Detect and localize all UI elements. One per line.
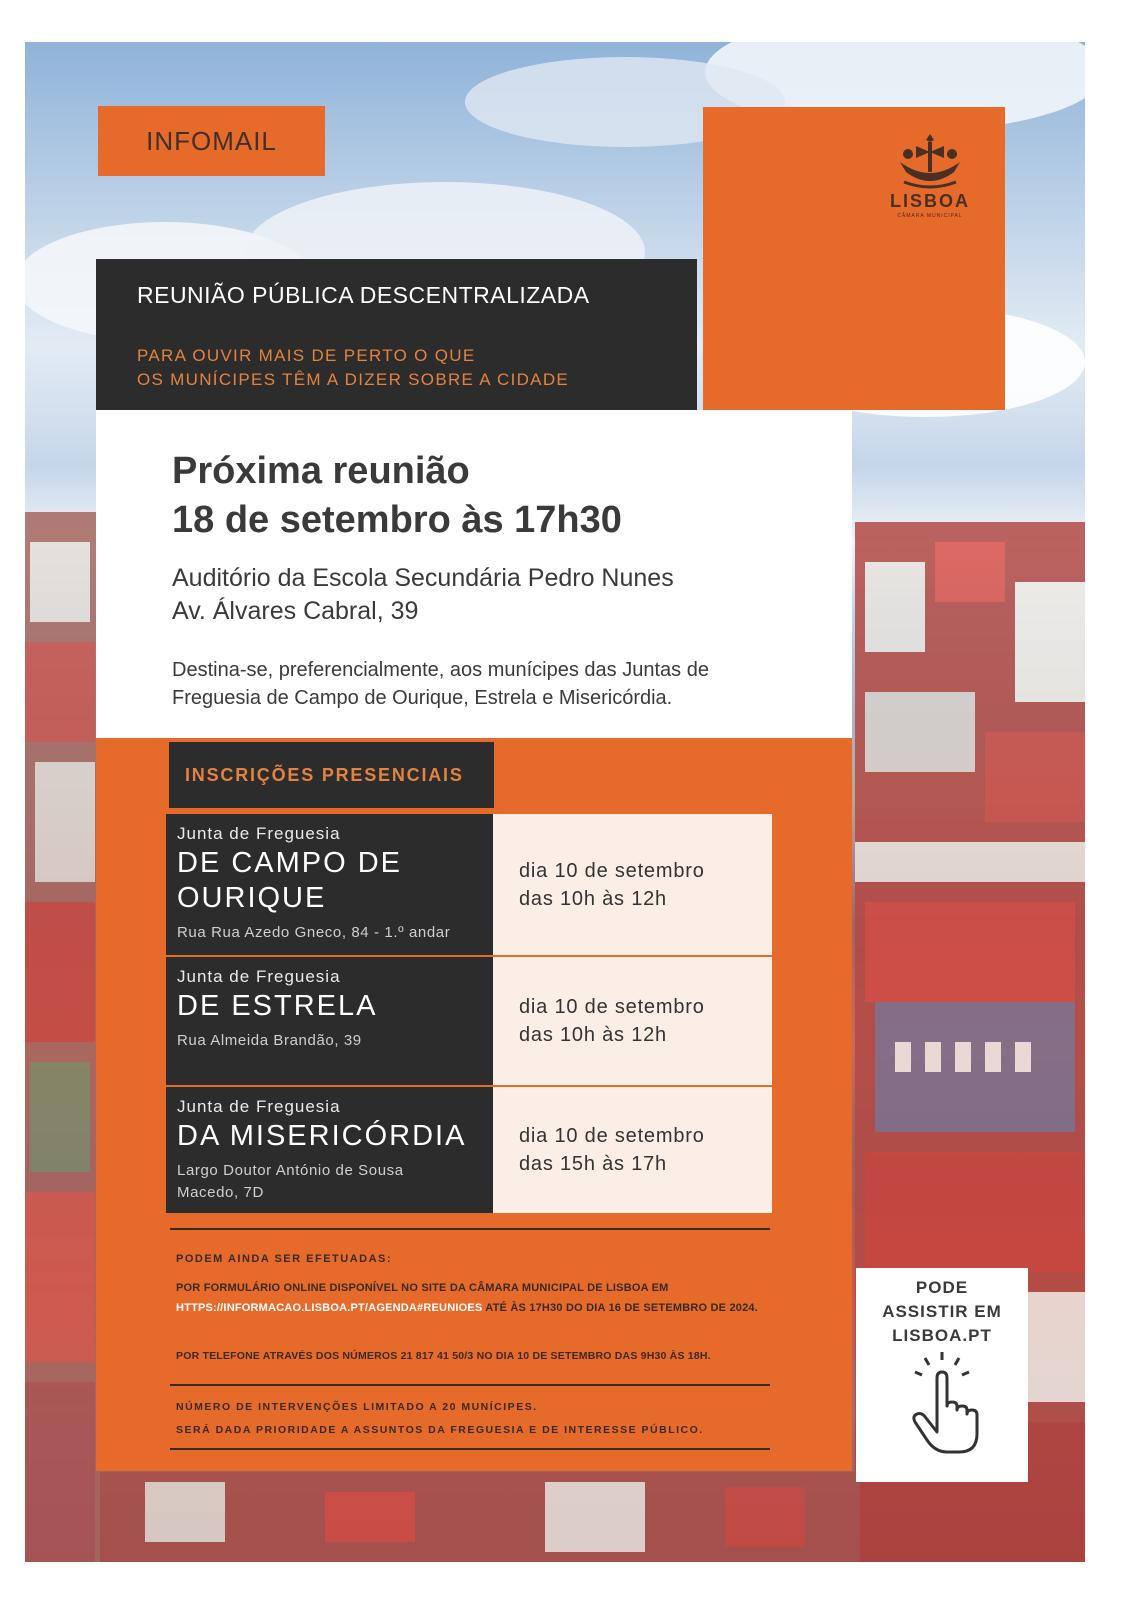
registrations-title: INSCRIÇÕES PRESENCIAIS xyxy=(169,742,494,808)
divider xyxy=(170,1228,770,1230)
logo-name: LISBOA xyxy=(889,191,970,211)
description-line: Destina-se, preferencialmente, aos munícipes das Juntas de xyxy=(172,659,709,681)
lisboa-logo xyxy=(880,132,980,232)
registration-schedule xyxy=(493,1087,772,1215)
registration-time: das 10h às 12h xyxy=(519,887,667,910)
registration-row xyxy=(166,814,772,957)
watch-line: ASSISTIR EM xyxy=(882,1302,1002,1321)
registration-row xyxy=(166,1087,772,1215)
registration-schedule xyxy=(493,957,772,1087)
parish-info xyxy=(166,1087,493,1215)
parish-address: Rua Rua Azedo Gneco, 84 - 1.º andar xyxy=(177,924,451,941)
watch-line: LISBOA.PT xyxy=(892,1326,992,1345)
meeting-description xyxy=(172,656,709,712)
venue-name: Auditório da Escola Secundária Pedro Nunes xyxy=(172,564,674,592)
parish-info xyxy=(166,957,493,1087)
limits-notes xyxy=(176,1396,704,1442)
online-note xyxy=(176,1278,766,1318)
header-subtitle-line: OS MUNÍCIPES TÊM A DIZER SOBRE A CIDADE xyxy=(137,370,570,389)
parish-type: Junta de Freguesia xyxy=(177,824,341,843)
parish-address xyxy=(177,1160,493,1204)
registration-row xyxy=(166,957,772,1087)
description-line: Freguesia de Campo de Ourique, Estrela e Misericórdia. xyxy=(172,687,673,709)
phone-note: POR TELEFONE ATRAVÉS DOS NÚMEROS 21 817 41 50/3 NO DIA 10 DE SETEMBRO DAS 9H30 ÀS 18H. xyxy=(176,1350,711,1362)
meeting-venue xyxy=(172,562,674,628)
meeting-heading xyxy=(172,447,622,545)
meeting-title: Próxima reunião xyxy=(172,450,470,492)
infomail-badge: INFOMAIL xyxy=(98,106,325,176)
divider xyxy=(170,1384,770,1386)
parish-name: DA MISERICÓRDIA xyxy=(177,1120,467,1152)
header-subtitle-line: PARA OUVIR MAIS DE PERTO O QUE xyxy=(137,346,476,365)
online-note-deadline: ATÉ ÀS 17H30 DO DIA 16 DE SETEMBRO DE 2024. xyxy=(485,1302,758,1314)
priority-note: SERÁ DADA PRIORIDADE A ASSUNTOS DA FREGUESIA E DE INTERESSE PÚBLICO. xyxy=(176,1424,704,1436)
parish-address-line: Macedo, 7D xyxy=(177,1184,264,1201)
notes-heading: PODEM AINDA SER EFETUADAS: xyxy=(176,1253,393,1265)
venue-address: Av. Álvares Cabral, 39 xyxy=(172,597,419,625)
parish-name-line: DE CAMPO DE xyxy=(177,847,403,879)
parish-address-line: Largo Doutor António de Sousa xyxy=(177,1162,404,1179)
registration-schedule xyxy=(493,814,772,957)
parish-type: Junta de Freguesia xyxy=(177,1097,341,1116)
header-title: REUNIÃO PÚBLICA DESCENTRALIZADA xyxy=(137,282,590,308)
logo-subtitle: CÂMARA MUNICIPAL xyxy=(897,213,963,219)
registration-date: dia 10 de setembro xyxy=(519,859,705,882)
parish-name xyxy=(177,846,493,916)
limit-note: NÚMERO DE INTERVENÇÕES LIMITADO A 20 MUNÍCIPES. xyxy=(176,1401,538,1413)
watch-line: PODE xyxy=(915,1278,969,1297)
pointing-hand-icon xyxy=(897,1348,987,1458)
agenda-link[interactable]: HTTPS://INFORMACAO.LISBOA.PT/AGENDA#REUNIOES xyxy=(176,1302,483,1314)
divider xyxy=(170,1448,770,1450)
online-note-text: POR FORMULÁRIO ONLINE DISPONÍVEL NO SITE DA CÂMARA MUNICIPAL DE LISBOA EM xyxy=(176,1282,669,1294)
registration-time: das 10h às 12h xyxy=(519,1024,667,1046)
parish-name-line: OURIQUE xyxy=(177,882,327,914)
header-subtitle xyxy=(137,344,569,392)
parish-info xyxy=(166,814,493,957)
watch-online-box[interactable] xyxy=(856,1268,1028,1482)
parish-address: Rua Almeida Brandão, 39 xyxy=(177,1032,362,1049)
parish-name: DE ESTRELA xyxy=(177,990,378,1022)
registration-time: das 15h às 17h xyxy=(519,1153,667,1175)
meeting-datetime: 18 de setembro às 17h30 xyxy=(172,499,622,541)
lisboa-ship-icon xyxy=(894,132,966,190)
registration-date: dia 10 de setembro xyxy=(519,996,705,1018)
parish-type: Junta de Freguesia xyxy=(177,967,341,986)
watch-online-text xyxy=(856,1268,1028,1348)
registration-date: dia 10 de setembro xyxy=(519,1125,705,1147)
